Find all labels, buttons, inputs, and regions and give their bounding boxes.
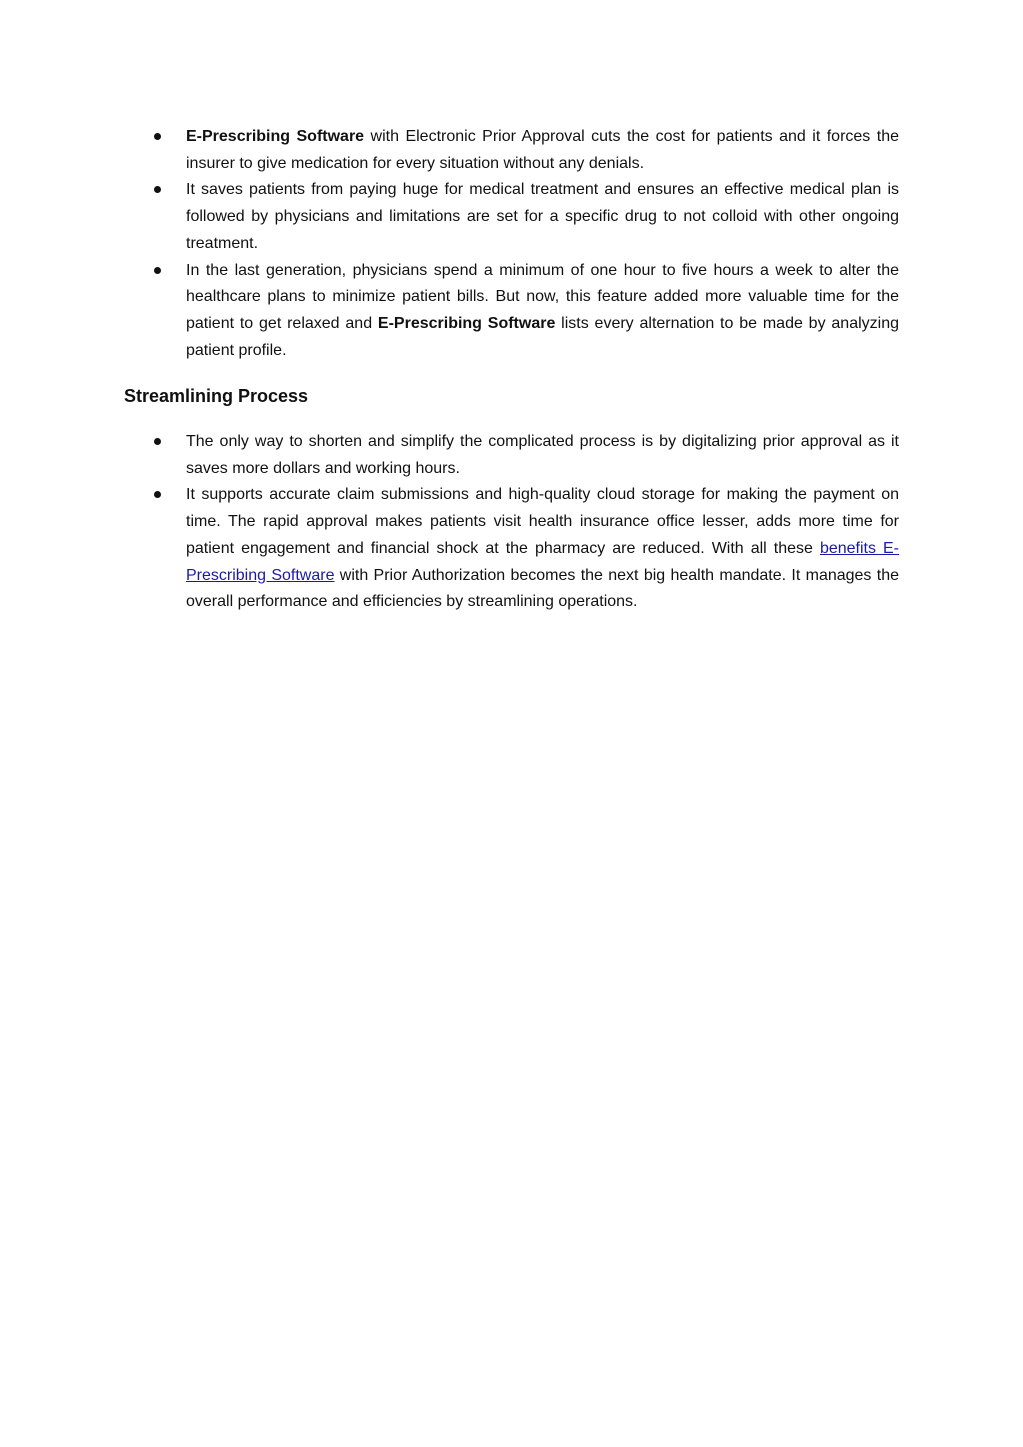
list-item — [186, 429, 899, 482]
paragraph-text: The only way to shorten and simplify the complicated process is by digitalizing prior approval as it saves more dollars and working hours. — [186, 433, 899, 477]
benefits-bullet-list — [186, 124, 899, 364]
paragraph-text: It supports accurate claim submissions and high-quality cloud storage for making the payment on time. The rapid approval makes patients visit health insurance office lesser, adds more time for patient engagement and financial shock at the pharmacy are reduced. With all these — [186, 486, 899, 557]
list-item — [186, 124, 899, 177]
bullet-icon — [154, 186, 161, 193]
list-item — [186, 258, 899, 365]
bold-term: E-Prescribing Software — [377, 314, 556, 332]
section-heading: Streamlining Process — [124, 386, 309, 406]
paragraph-text: It saves patients from paying huge for medical treatment and ensures an effective medical plan is followed by physicians and limitations are set for a specific drug to not colloid with other ongoing treatment. — [186, 181, 899, 252]
paragraph-text: with Electronic Prior Approval cuts the cost for patients and it forces the insurer to give medication for every situation without any denials. — [186, 128, 900, 172]
bullet-icon — [154, 133, 161, 140]
list-item — [186, 482, 899, 616]
paragraph-text: In the last generation, physicians spend a minimum of one hour to five hours a week to alter the healthcare plans to minimize patient bills. But now, this feature added more valuable time for the patient to get relaxed and — [186, 261, 899, 332]
bullet-icon — [154, 438, 161, 445]
paragraph-text: lists every alternation to be made by analyzing patient profile. — [186, 314, 900, 359]
bullet-icon — [154, 491, 161, 498]
benefits-link[interactable]: benefits E-Prescribing Software — [186, 539, 900, 584]
paragraph-text: with Prior Authorization becomes the next big health mandate. It manages the overall performance and efficiencies by streamlining operations. — [186, 566, 899, 611]
list-item — [186, 177, 899, 257]
streamlining-bullet-list — [186, 429, 899, 616]
bold-term: E-Prescribing Software — [186, 128, 365, 145]
bullet-icon — [154, 267, 161, 274]
